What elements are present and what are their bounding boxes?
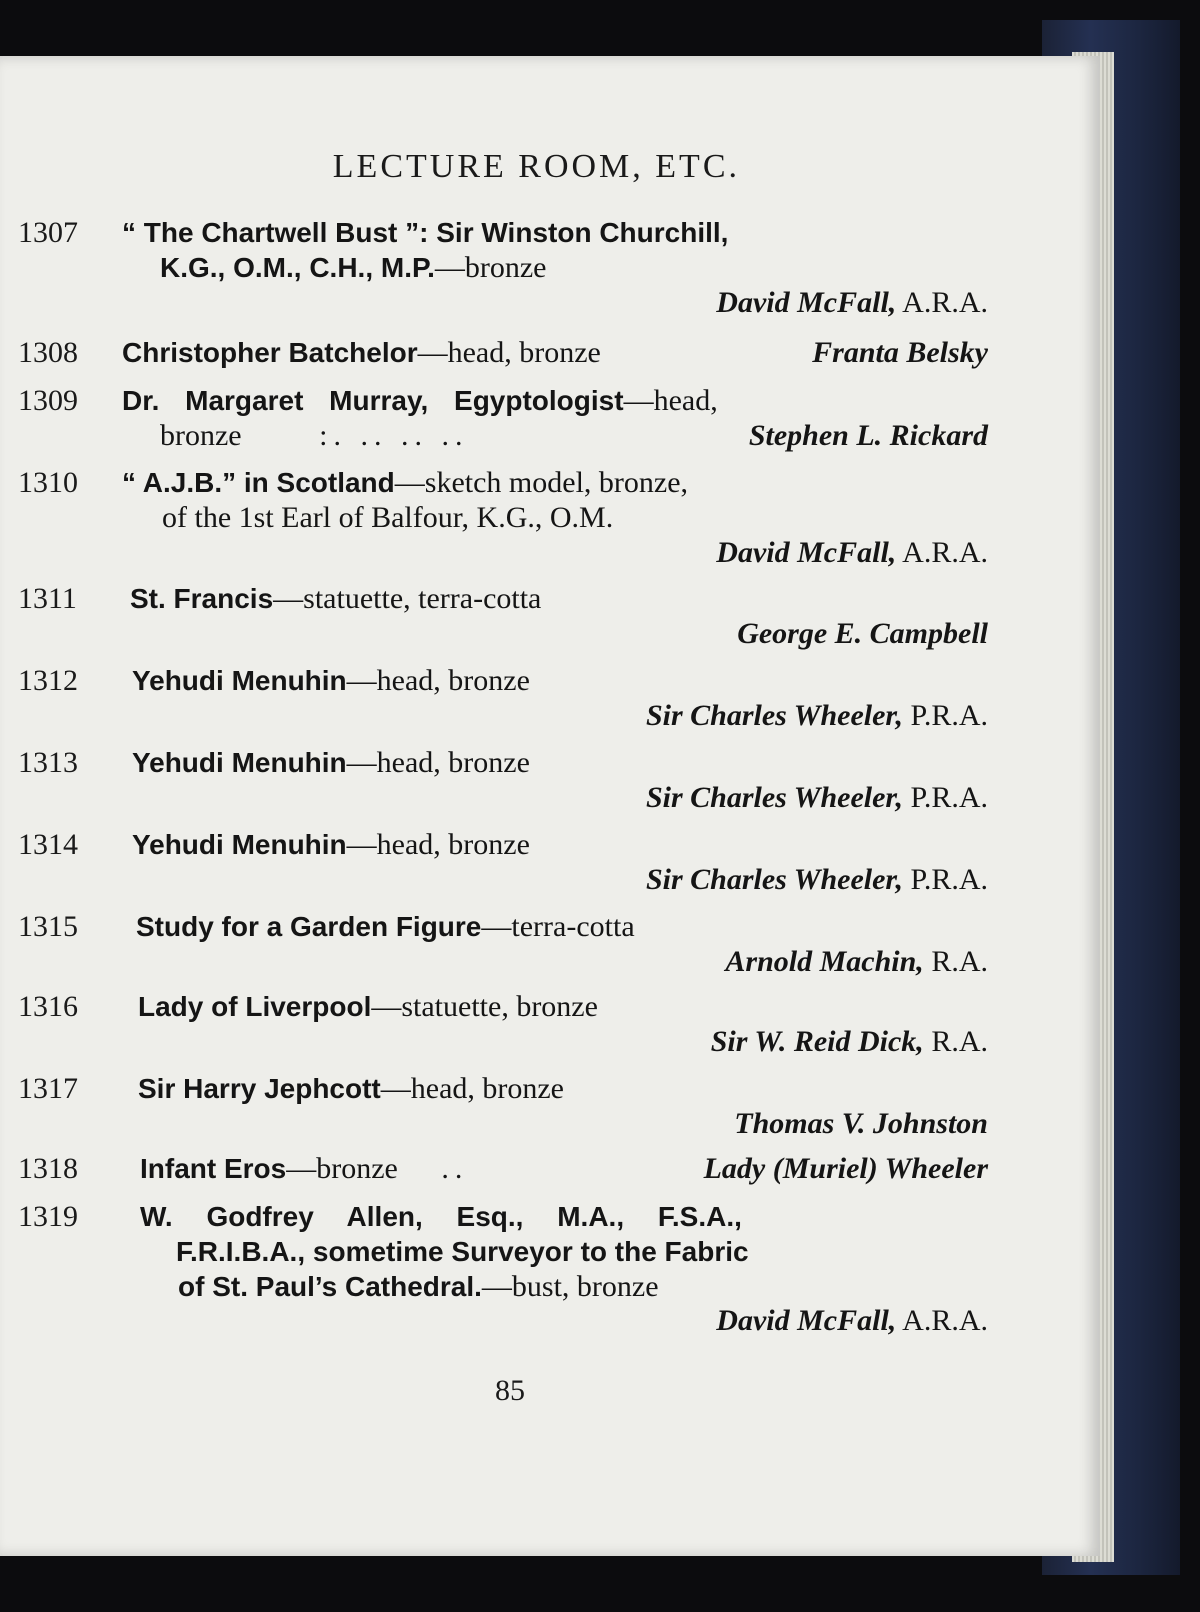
entry-title: Dr. Margaret Murray, Egyptologist — [122, 385, 624, 416]
entry-number: 1316 — [18, 990, 78, 1023]
entry-medium: —head, bronze — [346, 828, 530, 861]
book-page — [0, 56, 1100, 1556]
entry-title-line — [178, 1270, 659, 1304]
entry-title: Christopher Batchelor — [122, 337, 418, 368]
entry-title-line — [122, 384, 718, 418]
artist-name: Sir Charles Wheeler, — [645, 863, 903, 896]
artist-name: Sir Charles Wheeler, — [645, 699, 903, 732]
entry-artist — [749, 419, 988, 453]
entry-number: 1317 — [18, 1072, 78, 1105]
artist-suffix: P.R.A. — [910, 781, 988, 814]
entry-title-line — [132, 664, 530, 698]
artist-suffix: R.A. — [931, 1025, 988, 1058]
entry-artist — [734, 1107, 988, 1141]
artist-name: Thomas V. Johnston — [734, 1107, 988, 1140]
running-head: LECTURE ROOM, ETC. — [332, 148, 740, 185]
entry-number: 1315 — [18, 910, 78, 943]
entry-artist — [716, 1304, 988, 1338]
artist-suffix: A.R.A. — [902, 286, 988, 319]
artist-suffix: R.A. — [931, 945, 988, 978]
artist-name: Stephen L. Rickard — [748, 419, 988, 452]
entry-artist — [711, 1025, 988, 1059]
entry-medium: —head, — [623, 384, 718, 417]
entry-title: Lady of Liverpool — [138, 991, 372, 1022]
entry-title-line — [138, 1072, 564, 1106]
artist-suffix: P.R.A. — [910, 863, 988, 896]
entry-medium: —bronze — [286, 1152, 398, 1185]
artist-suffix: P.R.A. — [910, 699, 988, 732]
entry-title: Infant Eros — [140, 1153, 287, 1184]
entry-medium-line — [160, 419, 468, 453]
entry-number: 1308 — [18, 336, 78, 369]
entry-title: St. Francis — [130, 583, 274, 614]
artist-name: Sir Charles Wheeler, — [645, 781, 903, 814]
entry-title-line — [140, 1152, 468, 1186]
entry-medium: —sketch model, bronze, — [394, 466, 689, 499]
entry-artist — [646, 699, 988, 733]
artist-suffix: A.R.A. — [902, 1304, 988, 1337]
entry-title: “ The Chartwell Bust ”: Sir Winston Churchill, — [122, 217, 729, 248]
entry-medium: —statuette, terra-cotta — [273, 582, 542, 615]
entry-title-line — [160, 251, 546, 285]
entry-number: 1309 — [18, 384, 78, 417]
entry-title: Study for a Garden Figure — [136, 911, 482, 942]
entry-title-cont: of St. Paul’s Cathedral. — [178, 1271, 482, 1302]
entry-artist — [737, 617, 988, 651]
entry-artist — [704, 1152, 988, 1186]
entry-title-line — [138, 990, 598, 1024]
entry-medium: —head, bronze — [417, 336, 601, 369]
entry-title: Sir Harry Jephcott — [138, 1073, 381, 1104]
entry-title-line — [136, 910, 635, 944]
entry-title-cont: F.R.I.B.A., sometime Surveyor to the Fabric — [176, 1236, 749, 1267]
page-number: 85 — [495, 1374, 525, 1407]
entry-number: 1312 — [18, 664, 78, 697]
artist-name: David McFall, — [716, 286, 897, 319]
entry-medium: —head, bronze — [380, 1072, 565, 1105]
entry-medium: —head, bronze — [346, 746, 530, 779]
dot-leader: .. — [441, 1152, 469, 1185]
entry-title-line — [122, 466, 688, 500]
entry-artist — [716, 536, 988, 570]
artist-suffix: A.R.A. — [902, 536, 988, 569]
artist-name: George E. Campbell — [737, 617, 988, 650]
entry-title-line — [132, 746, 530, 780]
entry-subject-line: of the 1st Earl of Balfour, K.G., O.M. — [162, 501, 614, 534]
entry-title-line — [130, 582, 541, 616]
entry-number: 1314 — [18, 828, 78, 861]
entry-title: Yehudi Menuhin — [132, 665, 347, 696]
entry-title: W. Godfrey Allen, Esq., M.A., F.S.A., — [140, 1201, 742, 1232]
artist-name: David McFall, — [716, 1304, 897, 1337]
entry-artist — [646, 781, 988, 815]
entry-number: 1318 — [18, 1152, 78, 1185]
entry-artist — [725, 945, 988, 979]
entry-number: 1310 — [18, 466, 78, 499]
artist-name: David McFall, — [716, 536, 897, 569]
entry-title-cont: K.G., O.M., C.H., M.P. — [160, 252, 435, 283]
entry-title-line — [132, 828, 530, 862]
entry-number: 1319 — [18, 1200, 78, 1233]
entry-medium: —terra-cotta — [481, 910, 635, 943]
entry-artist — [716, 286, 988, 320]
entry-title: “ A.J.B.” in Scotland — [122, 467, 395, 498]
artist-name: Franta Belsky — [812, 336, 988, 369]
entry-medium: —statuette, bronze — [371, 990, 598, 1023]
entry-number: 1313 — [18, 746, 78, 779]
entry-title-line — [122, 336, 601, 370]
entry-title: Yehudi Menuhin — [132, 747, 347, 778]
dot-leader: :. .. .. .. — [319, 419, 469, 452]
entry-medium: —head, bronze — [346, 664, 530, 697]
entry-medium: —bust, bronze — [481, 1270, 659, 1303]
entry-medium: —bronze — [434, 251, 547, 284]
entry-artist — [646, 863, 988, 897]
artist-name: Sir W. Reid Dick, — [710, 1025, 924, 1058]
entry-title: Yehudi Menuhin — [132, 829, 347, 860]
entry-artist — [812, 336, 988, 370]
entry-number: 1307 — [18, 216, 78, 249]
entry-number: 1311 — [18, 582, 77, 615]
entry-medium-cont: bronze — [160, 419, 242, 452]
artist-name: Arnold Machin, — [725, 945, 924, 978]
artist-name: Lady (Muriel) Wheeler — [703, 1152, 988, 1185]
